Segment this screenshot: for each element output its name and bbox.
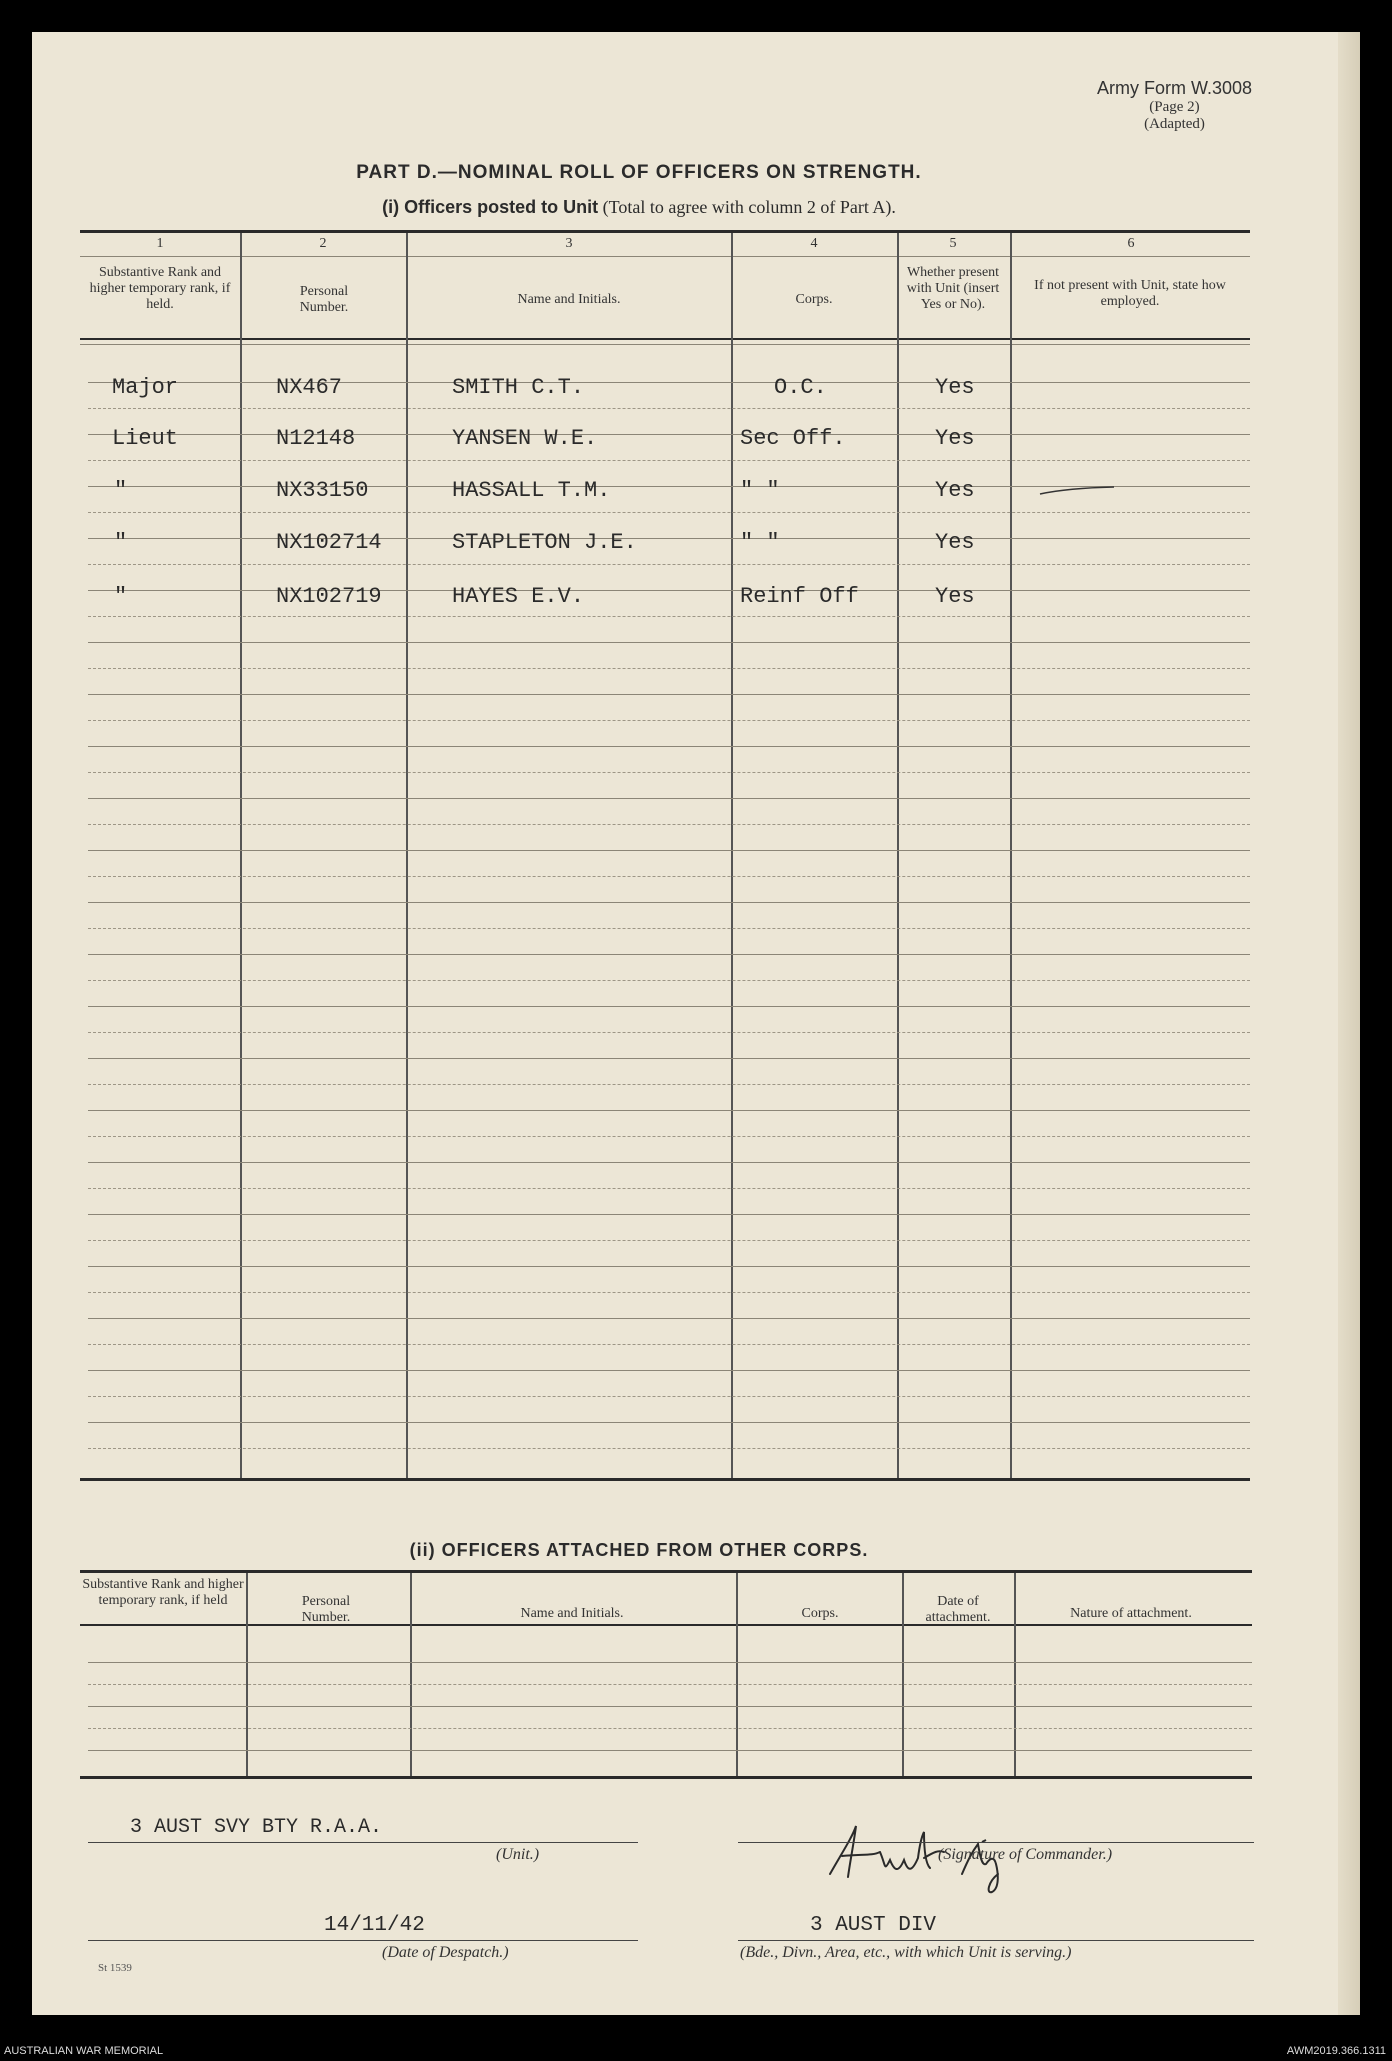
t1-hlines-ruled-line: [88, 1136, 1250, 1137]
t2-header-date: Date of attachment.: [925, 1594, 991, 1625]
unit-line: [88, 1842, 638, 1843]
t1-hlines-ruled-line: [88, 1266, 1250, 1267]
table1-header-rule-2: [80, 344, 1250, 345]
row5-present: Yes: [935, 584, 975, 609]
t2-vlines-col-divider: [1014, 1573, 1016, 1776]
t1-hlines-ruled-line: [88, 824, 1250, 825]
t1-hlines-ruled-line: [88, 1162, 1250, 1163]
date-line: [88, 1940, 638, 1941]
row4-name: STAPLETON J.E.: [452, 530, 637, 555]
t1-hlines-ruled-line: [88, 928, 1250, 929]
t1-hlines-ruled-line: [88, 538, 1250, 539]
t2-hlines-ruled-line: [88, 1662, 1252, 1663]
col-header-name: Name and Initials.: [517, 292, 621, 307]
t1-hlines-ruled-line: [88, 1422, 1250, 1423]
t1-hlines-ruled-line: [88, 1448, 1250, 1449]
part-d-subtitle-rest: (Total to agree with column 2 of Part A).: [598, 197, 896, 217]
table2-header-rule: [80, 1624, 1252, 1626]
t1-hlines-ruled-line: [88, 1318, 1250, 1319]
table1-bottom-rule: [80, 1478, 1250, 1481]
t1-hlines-ruled-line: [88, 1110, 1250, 1111]
t1-hlines-ruled-line: [88, 980, 1250, 981]
t1-hlines-ruled-line: [88, 616, 1250, 617]
division-caption: (Bde., Divn., Area, etc., with which Unit is serving.): [740, 1944, 1072, 1961]
table1-header-rule: [80, 338, 1250, 340]
col-number-4: 4: [810, 236, 818, 251]
row1-rank: Major: [112, 375, 179, 400]
unit-caption: (Unit.): [496, 1846, 540, 1863]
unit-value: 3 AUST SVY BTY R.A.A.: [130, 1816, 383, 1839]
col-number-1: 1: [156, 236, 164, 251]
col-header-personal-number: Personal Number.: [299, 284, 349, 315]
table1-top-rule: [80, 230, 1250, 233]
col-number-3: 3: [565, 236, 573, 251]
row1-present: Yes: [935, 375, 975, 400]
t1-hlines-ruled-line: [88, 954, 1250, 955]
row2-corps: Sec Off.: [740, 426, 846, 451]
t1-hlines-ruled-line: [88, 694, 1250, 695]
t2-header-nature: Nature of attachment.: [1070, 1606, 1192, 1621]
form-page: [32, 32, 1360, 2015]
date-value: 14/11/42: [324, 1914, 425, 1937]
row3-present: Yes: [935, 478, 975, 503]
t1-hlines-ruled-line: [88, 850, 1250, 851]
col-number-6: 6: [1127, 236, 1135, 251]
t2-vlines-col-divider: [410, 1573, 412, 1776]
t2-hlines-ruled-line: [88, 1728, 1252, 1729]
table2-top-rule: [80, 1570, 1252, 1573]
t2-hlines-ruled-line: [88, 1706, 1252, 1707]
t2-header-name: Name and Initials.: [520, 1606, 624, 1621]
form-identifier: [1097, 78, 1252, 133]
table2-bottom-rule: [80, 1776, 1252, 1779]
row4-rank: ": [114, 530, 128, 555]
t2-vlines-col-divider: [736, 1573, 738, 1776]
t1-hlines-ruled-line: [88, 772, 1250, 773]
signature-line: [738, 1842, 1254, 1843]
division-line: [738, 1940, 1254, 1941]
t1-hlines-ruled-line: [88, 408, 1250, 409]
date-caption: (Date of Despatch.): [382, 1944, 509, 1961]
row2-present: Yes: [935, 426, 975, 451]
part-d-subtitle: [32, 197, 1246, 218]
archive-left-label: AUSTRALIAN WAR MEMORIAL: [4, 2045, 164, 2057]
archive-right-label: AWM2019.366.1311: [1286, 2045, 1386, 2057]
t1-hlines-ruled-line: [88, 876, 1250, 877]
t1-hlines-ruled-line: [88, 1214, 1250, 1215]
row3-rank: ": [114, 478, 128, 503]
row5-number: NX102719: [276, 584, 382, 609]
t1-hlines-ruled-line: [88, 460, 1250, 461]
t1-hlines-ruled-line: [88, 668, 1250, 669]
t2-hlines-ruled-line: [88, 1750, 1252, 1751]
t2-header-corps: Corps.: [801, 1606, 839, 1621]
t1-hlines-ruled-line: [88, 1032, 1250, 1033]
t1-hlines-ruled-line: [88, 902, 1250, 903]
t1-hlines-ruled-line: [88, 746, 1250, 747]
col-number-5: 5: [949, 236, 957, 251]
row2-number: N12148: [276, 426, 356, 451]
t1-hlines-ruled-line: [88, 1188, 1250, 1189]
t2-header-personal-number: Personal Number.: [301, 1594, 351, 1625]
t1-hlines-ruled-line: [88, 590, 1250, 591]
col-header-employed: If not present with Unit, state how employed.: [1034, 278, 1226, 309]
col-header-rank: Substantive Rank and higher temporary rank, if held.: [89, 265, 231, 312]
form-page-number: (Page 2): [1149, 99, 1200, 115]
row4-number: NX102714: [276, 530, 382, 555]
t2-hlines-ruled-line: [88, 1684, 1252, 1685]
row3-number: NX33150: [276, 478, 369, 503]
row4-corps: " ": [740, 530, 780, 555]
row3-name: HASSALL T.M.: [452, 478, 611, 503]
part-ii-title: (ii) OFFICERS ATTACHED FROM OTHER CORPS.: [409, 1540, 869, 1560]
row1-name: SMITH C.T.: [452, 375, 585, 400]
print-code: St 1539: [98, 1962, 132, 1974]
t1-hlines-ruled-line: [88, 1240, 1250, 1241]
part-d-title: PART D.—NOMINAL ROLL OF OFFICERS ON STRENGTH.: [356, 162, 922, 183]
col-header-present: Whether present with Unit (insert Yes or No).: [906, 265, 1000, 312]
t1-hlines-ruled-line: [88, 1084, 1250, 1085]
row5-corps: Reinf Off: [740, 584, 859, 609]
row1-number: NX467: [276, 375, 343, 400]
row3-corps: " ": [740, 478, 780, 503]
t1-hlines-ruled-line: [88, 382, 1250, 383]
t1-hlines-ruled-line: [88, 1396, 1250, 1397]
division-value: 3 AUST DIV: [810, 1914, 937, 1937]
table1-number-rule: [80, 256, 1250, 257]
form-note: (Adapted): [1144, 116, 1205, 132]
t1-hlines-ruled-line: [88, 564, 1250, 565]
row2-rank: Lieut: [112, 426, 179, 451]
col-header-corps: Corps.: [795, 292, 833, 307]
form-title: Army Form W.3008: [1096, 78, 1252, 98]
t1-hlines-ruled-line: [88, 1006, 1250, 1007]
row5-name: HAYES E.V.: [452, 584, 585, 609]
t1-hlines-ruled-line: [88, 1370, 1250, 1371]
pen-tick-mark: [1038, 484, 1118, 498]
t1-hlines-ruled-line: [88, 1292, 1250, 1293]
row4-present: Yes: [935, 530, 975, 555]
t1-hlines-ruled-line: [88, 1058, 1250, 1059]
row1-corps: O.C.: [774, 375, 827, 400]
t2-vlines-col-divider: [246, 1573, 248, 1776]
signature-caption: (Signature of Commander.): [938, 1846, 1113, 1863]
t1-hlines-ruled-line: [88, 720, 1250, 721]
t1-hlines-ruled-line: [88, 434, 1250, 435]
t1-hlines-ruled-line: [88, 642, 1250, 643]
row2-name: YANSEN W.E.: [452, 426, 598, 451]
paper-edge: [1338, 32, 1360, 2015]
t1-hlines-ruled-line: [88, 1344, 1250, 1345]
t1-hlines-ruled-line: [88, 798, 1250, 799]
row5-rank: ": [114, 584, 128, 609]
t1-hlines-ruled-line: [88, 512, 1250, 513]
col-number-2: 2: [319, 236, 327, 251]
t2-header-rank: Substantive Rank and higher temporary rank, if held: [82, 1577, 244, 1608]
part-d-subtitle-bold: (i) Officers posted to Unit: [382, 197, 599, 217]
